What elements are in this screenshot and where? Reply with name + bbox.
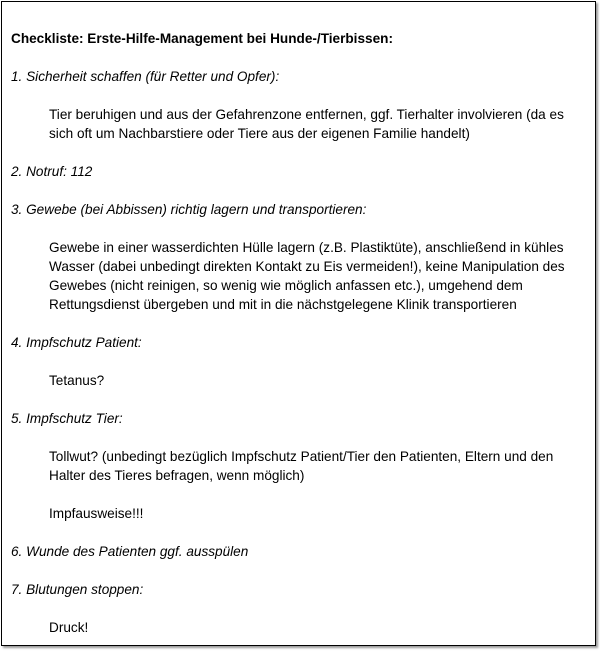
step-5-text-2: Impfausweise!!! (49, 506, 144, 521)
step-2-heading: 2. Notruf: 112 (11, 164, 93, 179)
step-5-heading: 5. Impfschutz Tier: (11, 411, 123, 426)
step-1-text: Tier beruhigen und aus der Gefahrenzone entfernen, ggf. Tierhalter involvieren (da es sich oft um Nachbarstiere oder Tiere aus der eigenen Familie handelt) (49, 107, 564, 141)
step-6-heading: 6. Wunde des Patienten ggf. ausspülen (11, 544, 249, 559)
step-7-text: Druck! (49, 620, 89, 635)
step-5-text: Tollwut? (unbedingt bezüglich Impfschutz Patient/Tier den Patienten, Eltern und den Halter des Tieres befragen, wenn möglich) (49, 449, 554, 483)
checklist-title: Checkliste: Erste-Hilfe-Management bei Hunde-/Tierbissen: (11, 31, 393, 46)
checklist-content (11, 29, 591, 656)
step-7-heading: 7. Blutungen stoppen: (11, 582, 144, 597)
step-4-text: Tetanus? (49, 373, 105, 388)
checklist-frame (1, 1, 596, 646)
step-1-heading: 1. Sicherheit schaffen (für Retter und Opfer): (11, 69, 280, 84)
step-4-heading: 4. Impfschutz Patient: (11, 335, 142, 350)
step-3-text: Gewebe in einer wasserdichten Hülle lagern (z.B. Plastiktüte), anschließend in kühles Wasser (dabei unbedingt direkten Kontakt zu Eis vermeiden!), keine Manipulation des Gewebes (nicht reinigen, so wenig wie möglich anfassen etc.), umgehend dem Rettungsdienst übergeben und mit in die nächstgelegene Klinik transportieren (49, 240, 565, 312)
step-3-heading: 3. Gewebe (bei Abbissen) richtig lagern und transportieren: (11, 202, 367, 217)
